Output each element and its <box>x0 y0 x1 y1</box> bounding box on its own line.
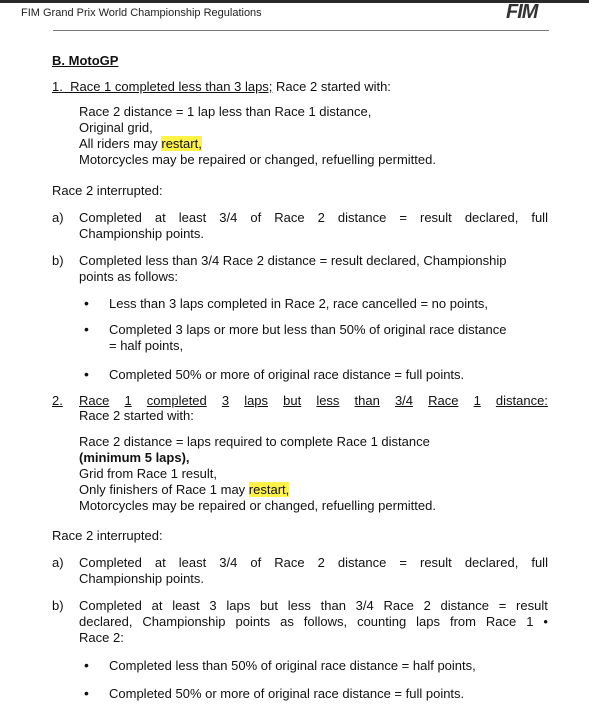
word: Race <box>485 614 517 629</box>
word: Completed <box>79 210 142 225</box>
word: result <box>420 210 452 225</box>
word: declared, <box>464 555 519 570</box>
word: Race <box>274 210 305 225</box>
word: less <box>316 393 340 408</box>
item-1-bullet: Completed 50% or more of original race distance = full points. <box>109 367 465 382</box>
item-2-interrupted: Race 2 interrupted: <box>52 528 163 543</box>
word: 2 <box>423 598 431 613</box>
item-1-heading <box>52 79 391 94</box>
word: 3/4 <box>394 393 414 408</box>
section-title: B. MotoGP <box>52 53 119 68</box>
word: declared, <box>79 614 133 629</box>
word: at <box>151 598 163 613</box>
word: 1 <box>526 614 534 629</box>
word: 3 <box>209 598 217 613</box>
word: than <box>320 598 346 613</box>
item-2-heading-line1 <box>79 393 548 408</box>
item-2-a-line2: Championship points. <box>79 571 205 586</box>
word: 3/4 <box>219 210 238 225</box>
word: least <box>172 598 200 613</box>
item-2-line-bold: (minimum 5 laps), <box>79 450 190 465</box>
word: than <box>354 393 380 408</box>
item-2-b-line1 <box>79 598 548 613</box>
word: laps <box>416 614 441 629</box>
word: counting <box>357 614 407 629</box>
word: of <box>250 555 262 570</box>
word: as <box>280 614 294 629</box>
word: distance <box>337 555 387 570</box>
word: result <box>420 555 452 570</box>
item-1-line: All riders may restart, <box>79 136 202 151</box>
item-1-line: Race 2 distance = 1 lap less than Race 1 distance, <box>79 104 372 119</box>
item-2-line: Motorcycles may be repaired or changed, refuelling permitted. <box>79 498 436 513</box>
word: 3/4 <box>355 598 374 613</box>
word: Race <box>274 555 305 570</box>
item-1-heading-underlined: Race 1 completed less than 3 laps; <box>70 79 273 94</box>
bullet-icon: • <box>84 295 89 311</box>
word: less <box>287 598 311 613</box>
fim-logo: FIM <box>506 1 538 23</box>
bullet-icon: • <box>84 657 89 673</box>
word: = <box>399 555 407 570</box>
word: but <box>259 598 279 613</box>
item-2-a-line1 <box>79 555 548 570</box>
item-1-bullet-cont: = half points, <box>109 338 184 353</box>
item-2-line: Grid from Race 1 result, <box>79 466 217 481</box>
word: full <box>531 210 548 225</box>
item-1-interrupted: Race 2 interrupted: <box>52 183 163 198</box>
item-2-number: 2. <box>52 393 63 408</box>
word: distance <box>337 210 387 225</box>
word: = <box>399 210 407 225</box>
highlighted-text: restart, <box>161 136 202 151</box>
item-2-b-line3: Race 2: <box>79 630 124 645</box>
word: 2 <box>317 210 325 225</box>
word: from <box>449 614 476 629</box>
word: distance: <box>495 393 548 408</box>
header-divider <box>53 30 549 31</box>
word: Race <box>383 598 414 613</box>
item-2-b-line2 <box>79 614 548 629</box>
word: of <box>250 210 262 225</box>
item-1-heading-tail: Race 2 started with: <box>272 79 391 94</box>
word: full <box>531 555 548 570</box>
document-header-title: FIM Grand Prix World Championship Regulations <box>21 7 262 19</box>
word: at <box>154 555 166 570</box>
item-1-a-line2: Championship points. <box>79 226 205 241</box>
item-1-a-label: a) <box>52 210 64 225</box>
bullet-icon: • <box>84 685 89 701</box>
word: Completed <box>79 555 142 570</box>
item-2-bullet: Completed less than 50% of original race distance = half points, <box>109 658 476 673</box>
word: points <box>235 614 271 629</box>
bullet-icon: • <box>84 321 89 337</box>
item-2-heading-line2: Race 2 started with: <box>79 408 194 423</box>
item-1-line: Motorcycles may be repaired or changed, refuelling permitted. <box>79 152 436 167</box>
word: least <box>178 555 207 570</box>
word: = <box>498 598 507 613</box>
word: Race <box>79 393 110 408</box>
highlighted-text: restart, <box>248 482 290 497</box>
top-border <box>0 0 589 3</box>
item-1-b-line2: points as follows: <box>79 269 178 284</box>
word: • <box>543 614 548 629</box>
item-1-b-line1: Completed less than 3/4 Race 2 distance = result declared, Championship <box>79 253 507 268</box>
bullet-icon: • <box>84 366 89 382</box>
word: at <box>154 210 166 225</box>
word: 1 <box>124 393 132 408</box>
word: Completed <box>79 598 142 613</box>
item-2-line: Only finishers of Race 1 may restart, <box>79 482 290 497</box>
item-1-a-line1 <box>79 210 548 225</box>
word: least <box>178 210 207 225</box>
item-2-b-label: b) <box>52 598 64 613</box>
word: result <box>516 598 548 613</box>
word: declared, <box>464 210 519 225</box>
word: Championship <box>142 614 226 629</box>
item-1-bullet: Less than 3 laps completed in Race 2, race cancelled = no points, <box>109 296 489 311</box>
item-2-a-label: a) <box>52 555 64 570</box>
word: 3/4 <box>219 555 238 570</box>
word: completed <box>146 393 207 408</box>
item-1-number: 1. <box>52 79 63 94</box>
word: follows, <box>303 614 348 629</box>
item-1-bullet: Completed 3 laps or more but less than 50% of original race distance <box>109 322 507 337</box>
word: laps <box>226 598 251 613</box>
word: 3 <box>221 393 230 408</box>
item-2-bullet: Completed 50% or more of original race distance = full points. <box>109 686 465 701</box>
item-1-b-label: b) <box>52 253 64 268</box>
word: laps <box>244 393 269 408</box>
word: but <box>283 393 302 408</box>
word: Race <box>428 393 459 408</box>
word: distance <box>440 598 489 613</box>
word: 1 <box>473 393 481 408</box>
item-1-line: Original grid, <box>79 120 153 135</box>
word: 2 <box>317 555 325 570</box>
item-2-line: Race 2 distance = laps required to complete Race 1 distance <box>79 434 430 449</box>
